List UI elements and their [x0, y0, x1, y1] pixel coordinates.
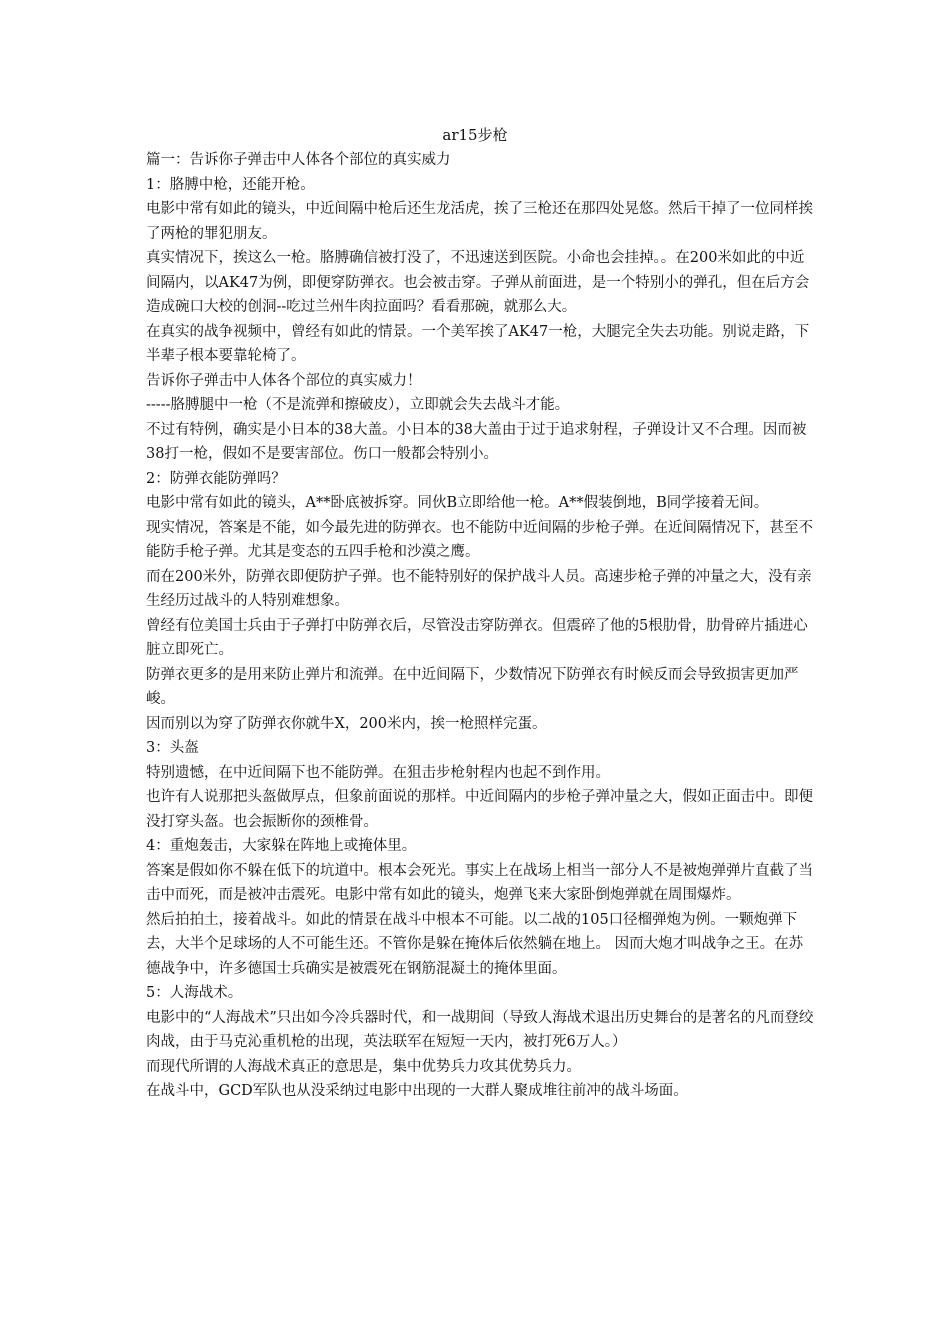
paragraph: 电影中常有如此的镜头，中近间隔中枪后还生龙活虎，挨了三枪还在那四处晃悠。然后干掉了一位同样挨了两枪的罪犯朋友。	[146, 201, 813, 242]
paragraph: 不过有特例，确实是小日本的38大盖。小日本的38大盖由于过于追求射程，子弹设计又不合理。因而被38打一枪，假如不是要害部位。伤口一般都会特别小。	[146, 421, 807, 462]
paragraph: 防弹衣更多的是用来防止弹片和流弹。在中近间隔下，少数情况下防弹衣有时候反而会导致损害更加严峻。	[146, 666, 799, 707]
paragraph: 而在200米外，防弹衣即便防护子弹。也不能特别好的保护战斗人员。高速步枪子弹的冲量之大，没有亲生经历过战斗的人特别难想象。	[146, 568, 812, 609]
paragraph: 然后拍拍土，接着战斗。如此的情景在战斗中根本不可能。以二战的105口径榴弹炮为例。一颗炮弹下去，大半个足球场的人不可能生还。不管你是躲在掩体后依然躺在地上。 因而大炮才叫战争之王。在苏德战争中，许多德国士兵确实是被震死在钢筋混凝土的掩体里面。	[146, 911, 804, 977]
paragraph: -----胳膊腿中一枪（不是流弹和擦破皮），立即就会失去战斗才能。	[146, 397, 570, 413]
document-title: ar15步枪	[442, 126, 508, 144]
paragraph: 在真实的战争视频中，曾经有如此的情景。一个美军挨了AK47一枪，大腿完全失去功能。别说走路，下半辈子根本要靠轮椅了。	[146, 323, 810, 364]
paragraph: 电影中的“人海战术”只出如今冷兵器时代，和一战期间（导致人海战术退出历史舞台的是著名的凡而登绞肉战，由于马克沁重机枪的出现，英法联军在短短一天内，被打死6万人。）	[146, 1009, 814, 1050]
paragraph: 因而别以为穿了防弹衣你就牛X，200米内，挨一枪照样完蛋。	[146, 715, 547, 732]
paragraph: 真实情况下，挨这么一枪。胳膊确信被打没了，不迅速送到医院。小命也会挂掉。。在200米如此的中近间隔内，以AK47为例，即便穿防弹衣。也会被击穿。子弹从前面进，是一个特别小的弹孔，但在后方会造成碗口大校的创洞--吃过兰州牛肉拉面吗？看看那碗，就那么大。	[146, 250, 810, 315]
paragraph: 也许有人说那把头盔做厚点，但象前面说的那样。中近间隔内的步枪子弹冲量之大，假如正面击中。即便没打穿头盔。也会振断你的颈椎骨。	[146, 789, 813, 830]
paragraph: 答案是假如你不躲在低下的坑道中。根本会死光。事实上在战场上相当一部分人不是被炮弹弹片直截了当击中而死，而是被冲击震死。电影中常有如此的镜头，炮弹飞来大家卧倒炮弹就在周围爆炸。	[146, 862, 813, 903]
paragraph-section-1: 1：胳膊中枪，还能开枪。	[146, 176, 315, 193]
paragraph: 在战斗中，GCD军队也从没采纳过电影中出现的一大群人聚成堆往前冲的战斗场面。	[146, 1083, 688, 1099]
paragraph: 告诉你子弹击中人体各个部位的真实威力！	[146, 372, 422, 389]
paragraph: 曾经有位美国士兵由于子弹打中防弹衣后，尽管没击穿防弹衣。但震碎了他的5根肋骨，肋骨碎片插进心脏立即死亡。	[146, 617, 808, 658]
paragraph: 电影中常有如此的镜头，A**卧底被拆穿。同伙B立即给他一枪。A**假装倒地，B同学接着无间。	[146, 495, 769, 511]
paragraph-section-5: 5：人海战术。	[146, 985, 243, 1001]
paragraph: 现实情况，答案是不能，如今最先进的防弹衣。也不能防中近间隔的步枪子弹。在近间隔情况下，甚至不能防手枪子弹。尤其是变态的五四手枪和沙漠之鹰。	[146, 519, 813, 560]
paragraph-section-2: 2：防弹衣能防弹吗？	[146, 470, 286, 487]
paragraph: 而现代所谓的人海战术真正的意思是，集中优势兵力攻其优势兵力。	[146, 1058, 581, 1075]
paragraph: 特别遗憾，在中近间隔下也不能防弹。在狙击步枪射程内也起不到作用。	[146, 764, 610, 781]
document-body	[146, 148, 814, 1104]
paragraph-heading: 篇一：告诉你子弹击中人体各个部位的真实威力	[146, 152, 451, 168]
paragraph-section-4: 4：重炮轰击，大家躲在阵地上或掩体里。	[146, 838, 417, 854]
paragraph-section-3: 3：头盔	[146, 740, 199, 756]
